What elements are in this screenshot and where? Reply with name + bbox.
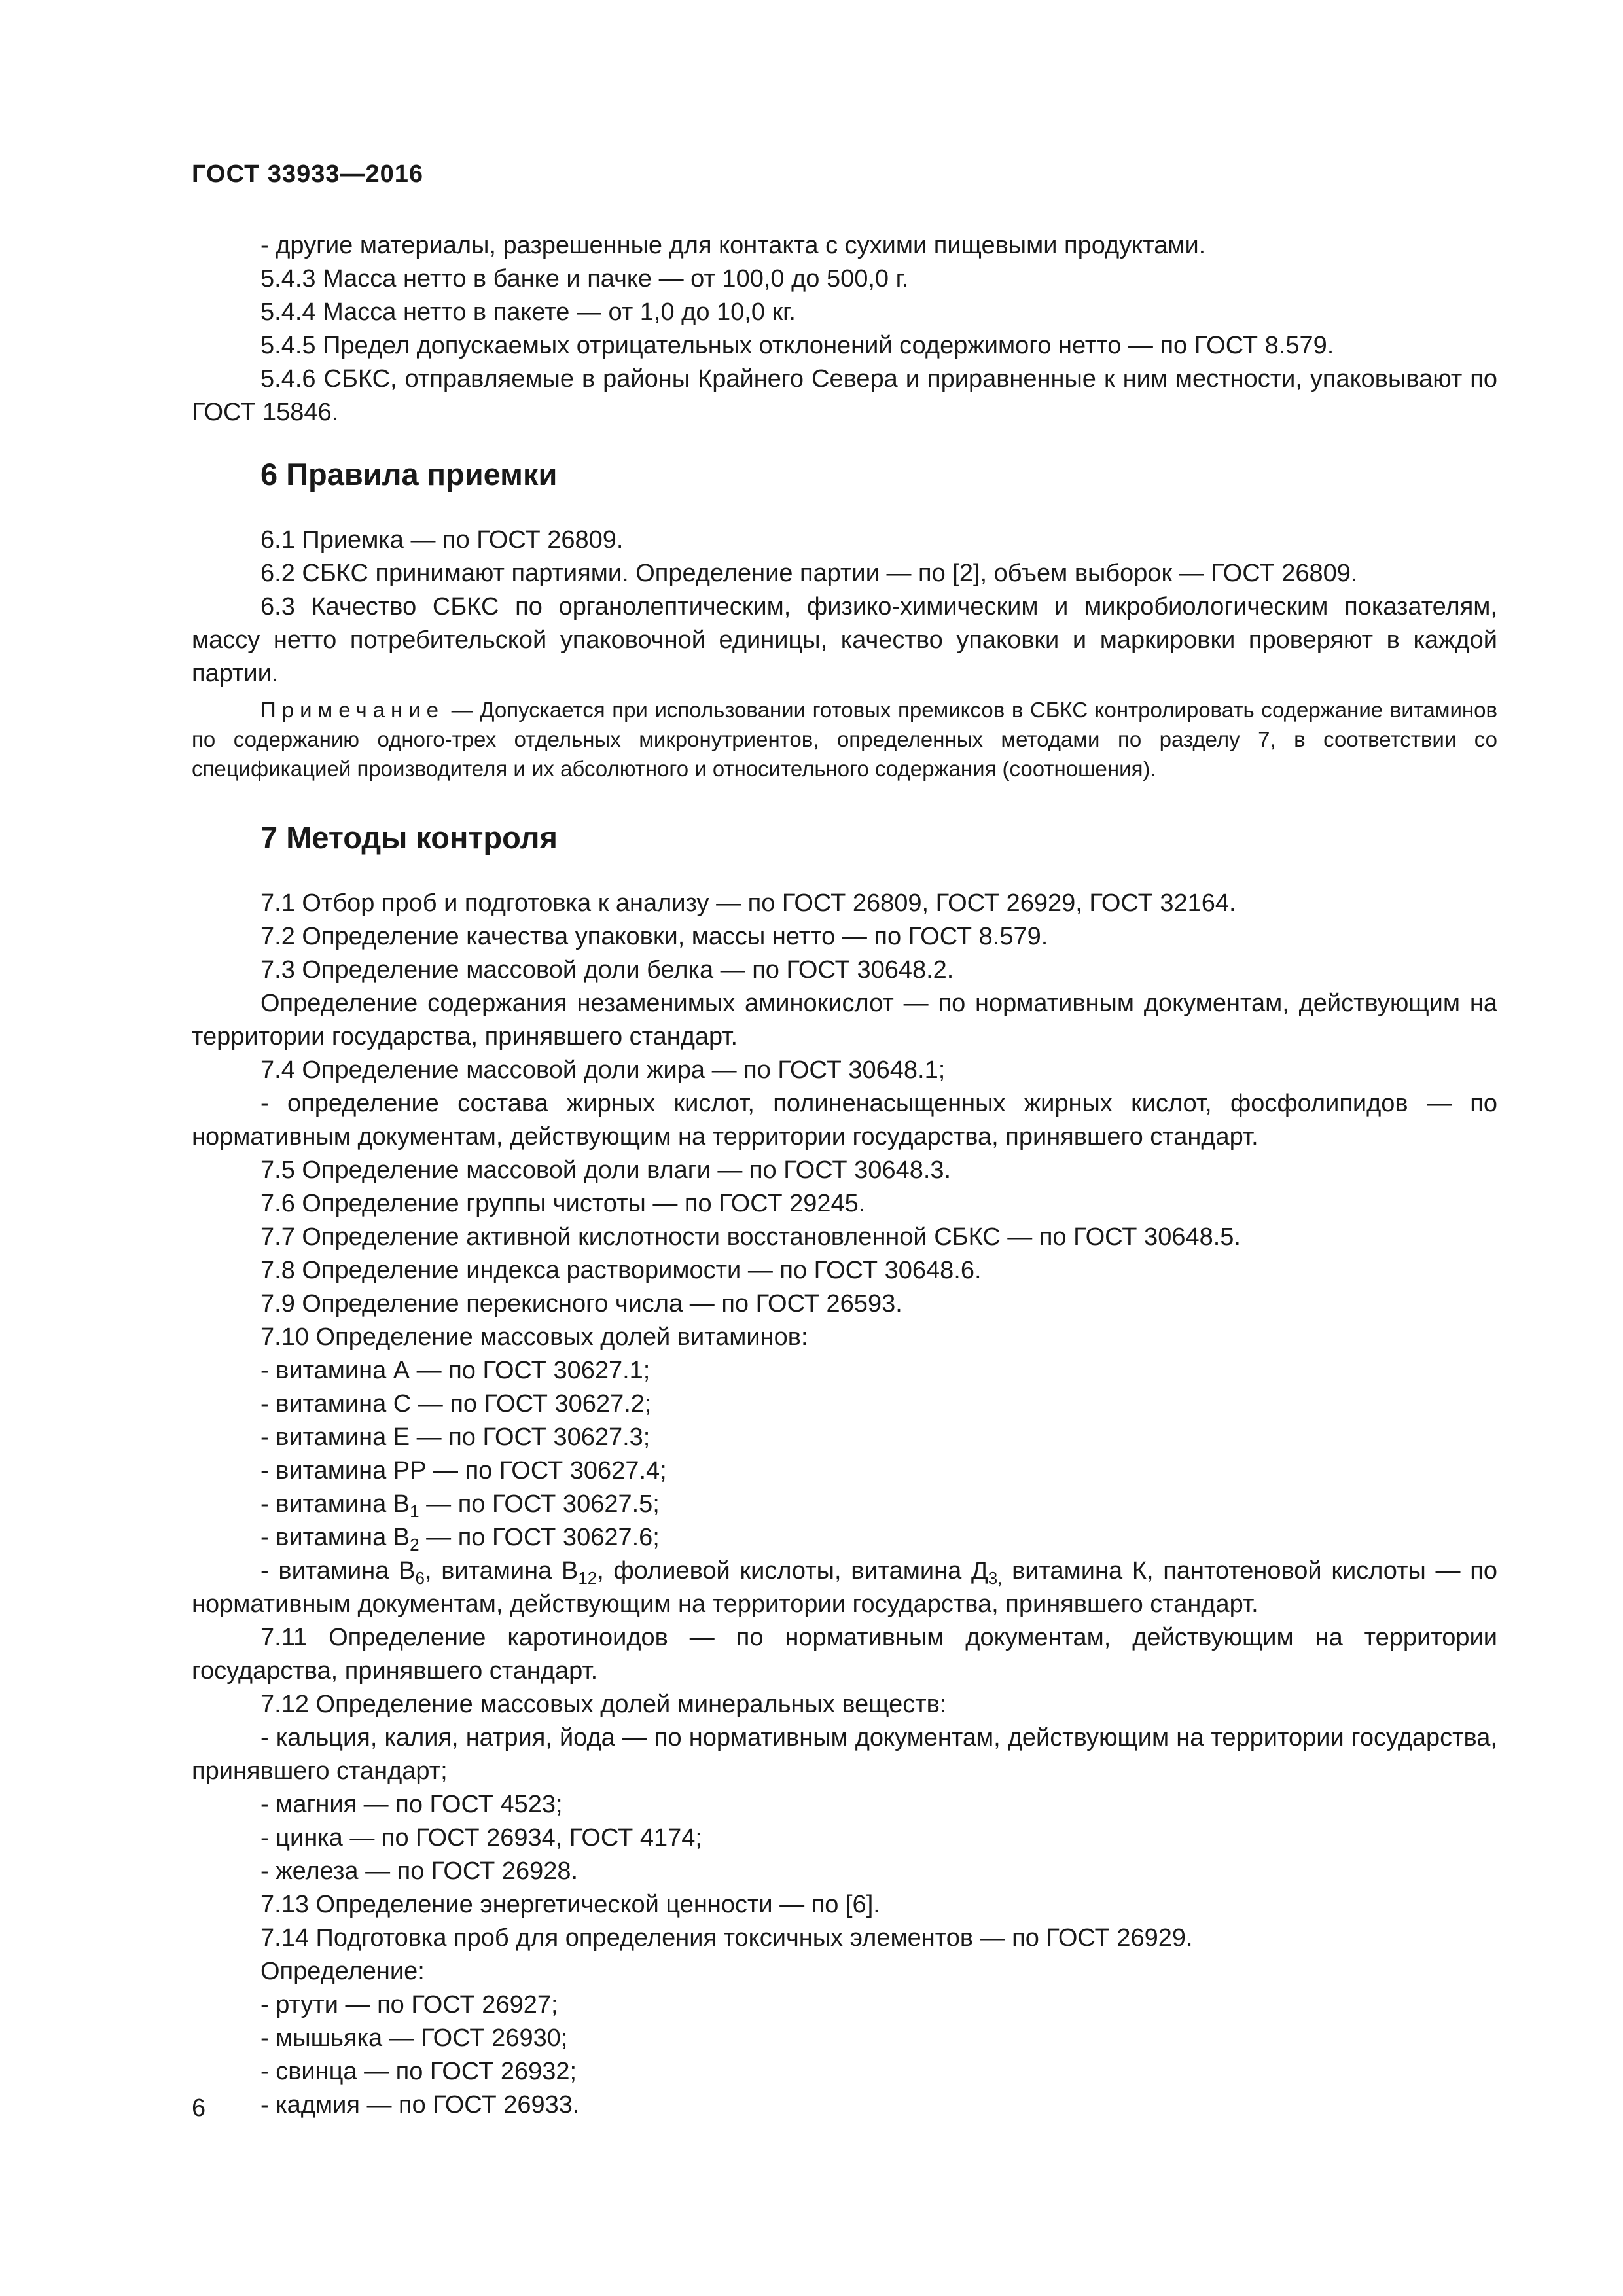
text: - витамина В (260, 1524, 410, 1551)
paragraph: 7.5 Определение массовой доли влаги — по ГОСТ 30648.3. (260, 1157, 952, 1184)
note-lead: Примечание (260, 698, 445, 722)
list-item: - железа — по ГОСТ 26928. (260, 1857, 579, 1885)
list-item (192, 1521, 1497, 1554)
paragraph: 5.4.5 Предел допускаемых отрицательных отклонений содержимого нетто — по ГОСТ 8.579. (260, 332, 1334, 359)
section-6 (192, 455, 1497, 494)
subscript: 2 (410, 1535, 419, 1554)
list-item: - витамина Е — по ГОСТ 30627.3; (260, 1424, 651, 1451)
paragraph: 7.2 Определение качества упаковки, массы нетто — по ГОСТ 8.579. (260, 923, 1048, 950)
text: - витамина В (260, 1490, 410, 1518)
text: , фолиевой кислоты, витамина Д (597, 1557, 988, 1585)
list-item: - витамина РР — по ГОСТ 30627.4; (260, 1457, 667, 1484)
note-paragraph (192, 695, 1497, 783)
list-item (192, 1488, 1497, 1521)
page-number: 6 (192, 2094, 206, 2122)
section-7 (192, 818, 1497, 857)
note (192, 695, 1497, 783)
subscript: 6 (415, 1568, 425, 1588)
section-title: 7 Методы контроля (260, 820, 558, 855)
list-item: - кадмия — по ГОСТ 26933. (260, 2091, 580, 2119)
list-item: - витамина С — по ГОСТ 30627.2; (260, 1390, 652, 1418)
paragraph: - другие материалы, разрешенные для контакта с сухими пищевыми продуктами. (260, 232, 1206, 259)
paragraph: 7.3 Определение массовой доли белка — по ГОСТ 30648.2. (260, 956, 954, 984)
paragraph: 7.13 Определение энергетической ценности — по [6]. (260, 1891, 880, 1918)
document-header: ГОСТ 33933—2016 (192, 160, 424, 188)
list-item: - свинца — по ГОСТ 26932; (260, 2058, 577, 2085)
paragraph: 6.1 Приемка — по ГОСТ 26809. (260, 526, 624, 554)
text: , витамина В (424, 1557, 579, 1585)
list-item: - кальция, калия, натрия, йода — по нормативным документам, действующим на территории государства, принявшего стандарт; (192, 1724, 1497, 1785)
paragraph: 7.14 Подготовка проб для определения токсичных элементов — по ГОСТ 26929. (260, 1924, 1193, 1952)
paragraph: 5.4.3 Масса нетто в банке и пачке — от 100,0 до 500,0 г. (260, 265, 909, 293)
section-title: 6 Правила приемки (260, 457, 558, 492)
paragraph: 7.10 Определение массовых долей витаминов: (260, 1323, 808, 1351)
text: витамина К, пантотеновой кислоты — по нормативным документам, действующим на территории государства, принявшего стандарт. (192, 1557, 1497, 1618)
subscript: 1 (410, 1501, 419, 1521)
paragraph: 7.7 Определение активной кислотности восстановленной СБКС — по ГОСТ 30648.5. (260, 1223, 1241, 1251)
list-item: - магния — по ГОСТ 4523; (260, 1791, 563, 1818)
paragraph: Определение содержания незаменимых аминокислот — по нормативным документам, действующим на территории государства, принявшего стандарт. (192, 990, 1497, 1050)
paragraph: 7.6 Определение группы чистоты — по ГОСТ 29245. (260, 1190, 866, 1217)
paragraph: 7.11 Определение каротиноидов — по нормативным документам, действующим на территории государства, принявшего стандарт. (192, 1624, 1497, 1685)
text: — по ГОСТ 30627.5; (419, 1490, 660, 1518)
section-6-body (192, 524, 1497, 691)
paragraph: 5.4.4 Масса нетто в пакете — от 1,0 до 10,0 кг. (260, 298, 796, 326)
paragraph: 7.9 Определение перекисного числа — по ГОСТ 26593. (260, 1290, 902, 1318)
paragraph: 6.3 Качество СБКС по органолептическим, физико-химическим и микробиологическим показателям, массу нетто потребительской упаковочной единицы, качество упаковки и маркировки проверяют в каждой партии. (192, 593, 1497, 687)
subscript: 12 (578, 1568, 597, 1588)
list-item (192, 1554, 1497, 1621)
list-item: - витамина А — по ГОСТ 30627.1; (260, 1357, 651, 1384)
list-item: - ртути — по ГОСТ 26927; (260, 1991, 558, 2018)
list-item: - цинка — по ГОСТ 26934, ГОСТ 4174; (260, 1824, 702, 1852)
paragraph: 7.4 Определение массовой доли жира — по ГОСТ 30648.1; (260, 1056, 946, 1084)
section-7-body (192, 887, 1497, 2122)
paragraph: 5.4.6 СБКС, отправляемые в районы Крайнего Севера и приравненные к ним местности, упаковывают по ГОСТ 15846. (192, 365, 1497, 426)
text: — по ГОСТ 30627.6; (419, 1524, 660, 1551)
paragraph: 7.8 Определение индекса растворимости — по ГОСТ 30648.6. (260, 1257, 982, 1284)
paragraph: 7.12 Определение массовых долей минеральных веществ: (260, 1691, 947, 1718)
paragraph: - определение состава жирных кислот, полиненасыщенных жирных кислот, фосфолипидов — по нормативным документам, действующим на территории государства, принявшего стандарт. (192, 1090, 1497, 1151)
subscript: 3, (988, 1568, 1003, 1588)
text: - витамина В (260, 1557, 416, 1585)
list-item: - мышьяка — ГОСТ 26930; (260, 2024, 568, 2052)
paragraph: 7.1 Отбор проб и подготовка к анализу — по ГОСТ 26809, ГОСТ 26929, ГОСТ 32164. (260, 889, 1236, 917)
paragraph: Определение: (260, 1958, 425, 1985)
note-text: — Допускается при использовании готовых премиксов в СБКС контролировать содержание витаминов по содержанию одного-трех отдельных микронутриентов, определенных методами по разделу 7, в соответствии со спецификацией производителя и их абсолютного и относительного содержания (соотношения). (192, 698, 1497, 781)
paragraph: 6.2 СБКС принимают партиями. Определение партии — по [2], объем выборок — ГОСТ 26809. (260, 560, 1358, 587)
section-5-tail (192, 229, 1497, 429)
